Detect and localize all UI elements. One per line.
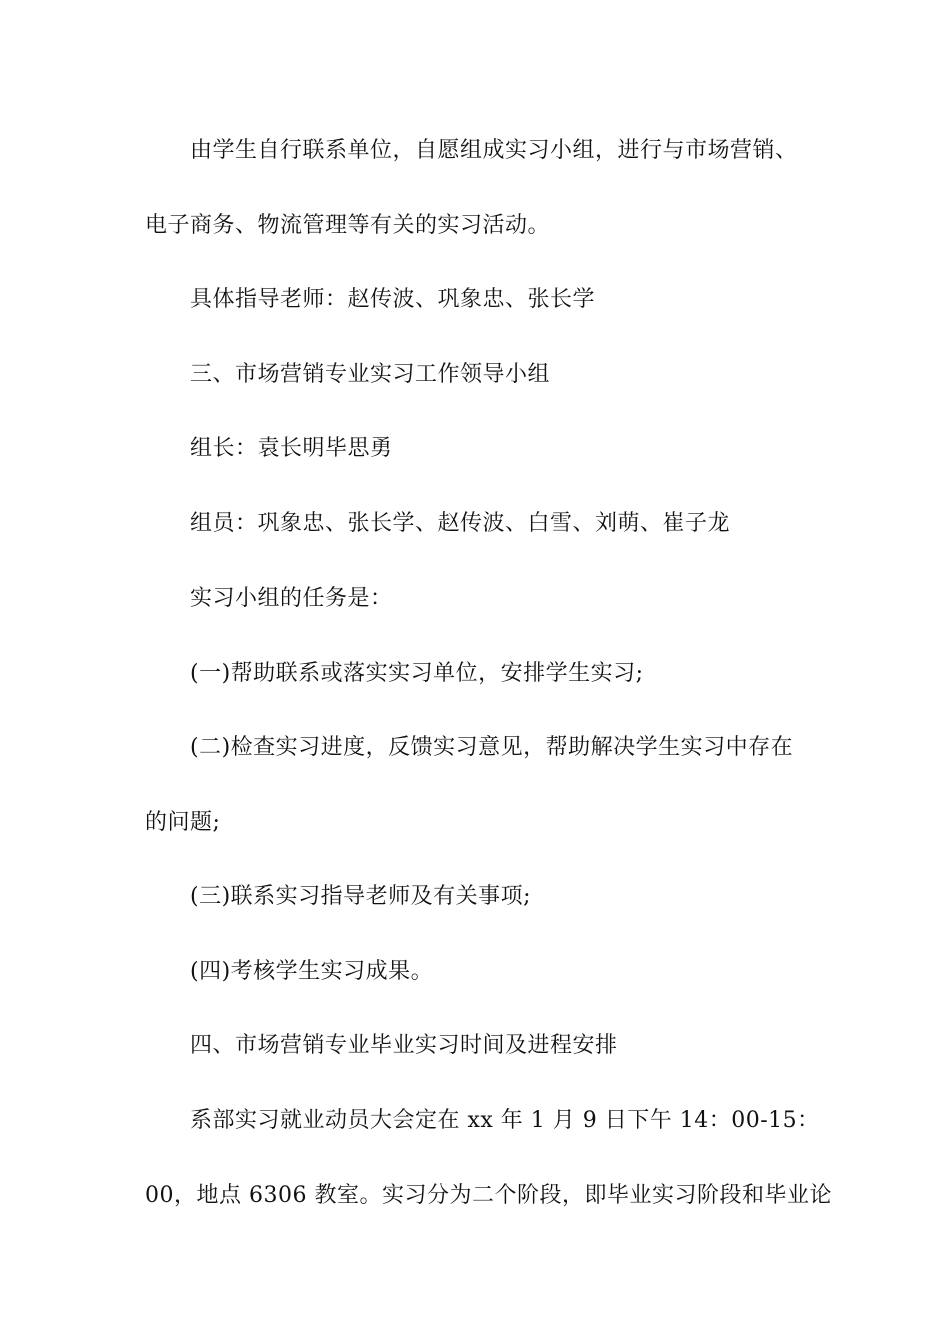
paragraph-line: 00，地点 6306 教室。实习分为二个阶段，即毕业实习阶段和毕业论 [145, 1183, 832, 1208]
list-item: (一)帮助联系或落实实习单位，安排学生实习; [190, 661, 644, 686]
section-heading: 四、市场营销专业毕业实习时间及进程安排 [190, 1033, 618, 1058]
paragraph-line: 系部实习就业动员大会定在 xx 年 1 月 9 日下午 14：00-15： [190, 1108, 820, 1133]
paragraph-line: 具体指导老师：赵传波、巩象忠、张长学 [190, 287, 596, 312]
paragraph-line: 实习小组的任务是： [190, 586, 393, 611]
list-item-continuation: 的问题; [145, 810, 221, 835]
paragraph-line: 由学生自行联系单位，自愿组成实习小组，进行与市场营销、 [190, 138, 798, 163]
section-heading: 三、市场营销专业实习工作领导小组 [190, 362, 551, 387]
paragraph-line: 组员：巩象忠、张长学、赵传波、白雪、刘萌、崔子龙 [190, 511, 731, 536]
list-item: (二)检查实习进度，反馈实习意见，帮助解决学生实习中存在 [190, 735, 794, 760]
paragraph-line: 电子商务、物流管理等有关的实习活动。 [145, 213, 551, 238]
list-item: (四)考核学生实习成果。 [190, 959, 434, 984]
paragraph-line: 组长：袁长明毕思勇 [190, 436, 393, 461]
list-item: (三)联系实习指导老师及有关事项; [190, 884, 532, 909]
